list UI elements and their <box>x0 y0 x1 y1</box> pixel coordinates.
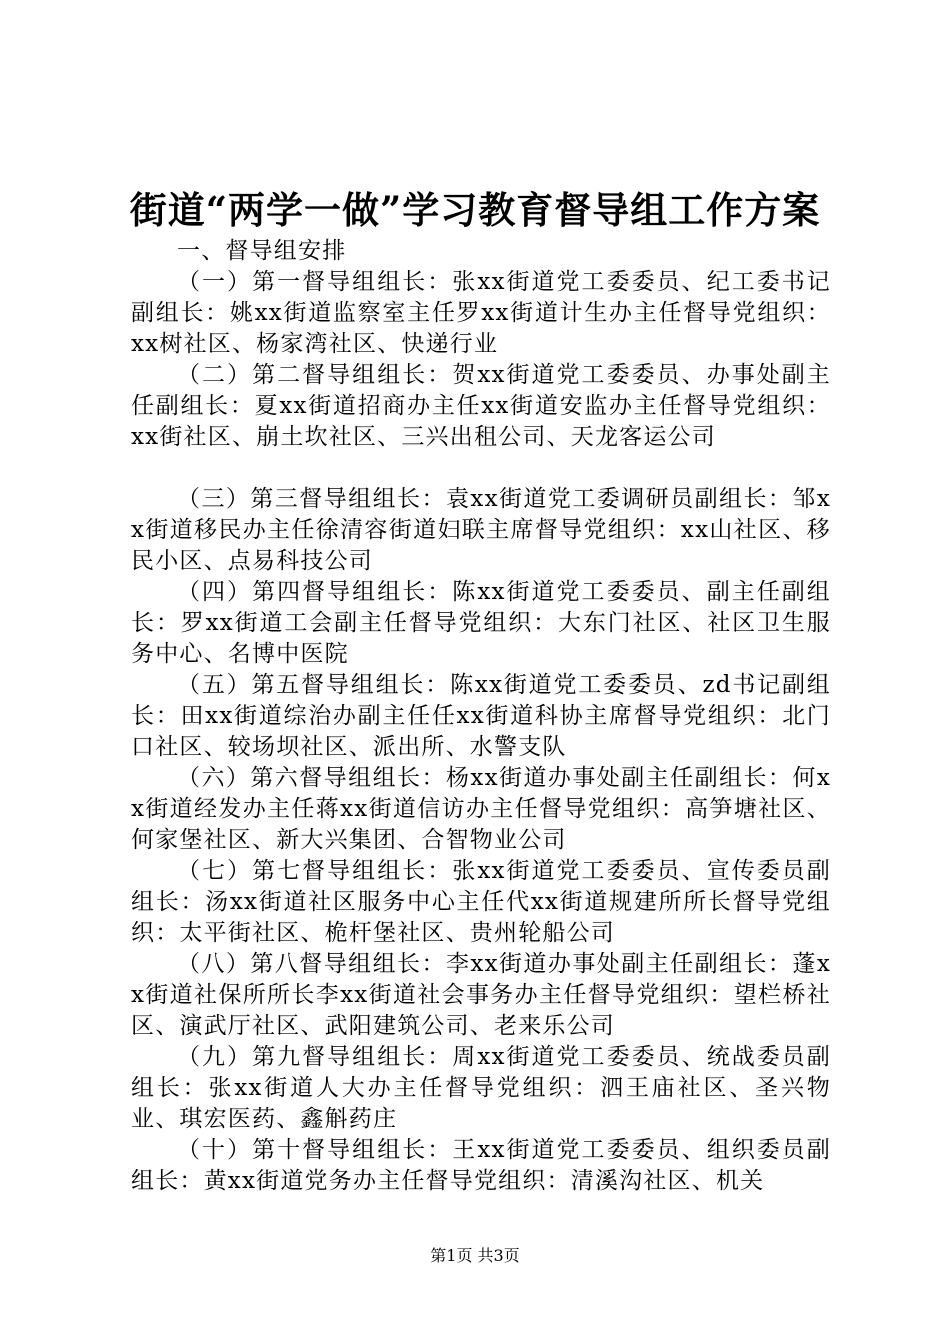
document-body <box>131 236 831 1197</box>
paragraph-group-8: （八）第八督导组组长：李xx街道办事处副主任副组长：蓬xx街道社保所所长李xx街道社会事务办主任督导党组织：望栏桥社区、演武厅社区、武阳建筑公司、老来乐公司 <box>131 951 831 1039</box>
paragraph-group-5: （五）第五督导组组长：陈xx街道党工委委员、zd书记副组长：田xx街道综治办副主任任xx街道科协主席督导党组织：北门口社区、较场坝社区、派出所、水警支队 <box>131 672 831 760</box>
document-title: 街道“两学一做”学习教育督导组工作方案 <box>129 188 821 232</box>
paragraph-group-3: （三）第三督导组组长：袁xx街道党工委调研员副组长：邹xx街道移民办主任徐清容街道妇联主席督导党组织：xx山社区、移民小区、点易科技公司 <box>131 486 831 574</box>
paragraph-spacer <box>131 453 831 484</box>
page-footer: 第1页 共3页 <box>430 1246 520 1265</box>
paragraph-group-2: （二）第二督导组组长：贺xx街道党工委委员、办事处副主任副组长：夏xx街道招商办主任xx街道安监办主任督导党组织：xx街社区、崩土坎社区、三兴出租公司、天龙客运公司 <box>131 362 831 450</box>
paragraph-group-7: （七）第七督导组组长：张xx街道党工委委员、宣传委员副组长：汤xx街道社区服务中心主任代xx街道规建所所长督导党组织：太平街社区、桅杆堡社区、贵州轮船公司 <box>131 858 831 946</box>
section-heading: 一、督导组安排 <box>177 238 347 264</box>
paragraph-group-1: （一）第一督导组组长：张xx街道党工委委员、纪工委书记副组长：姚xx街道监察室主任罗xx街道计生办主任督导党组织：xx树社区、杨家湾社区、快递行业 <box>131 269 831 357</box>
paragraph-group-4: （四）第四督导组组长：陈xx街道党工委委员、副主任副组长：罗xx街道工会副主任督导党组织：大东门社区、社区卫生服务中心、名博中医院 <box>131 579 831 667</box>
paragraph-group-6: （六）第六督导组组长：杨xx街道办事处副主任副组长：何xx街道经发办主任蒋xx街道信访办主任督导党组织：高笋塘社区、何家堡社区、新大兴集团、合智物业公司 <box>131 765 831 853</box>
paragraph-group-9: （九）第九督导组组长：周xx街道党工委委员、统战委员副组长：张xx街道人大办主任督导党组织：泗王庙社区、圣兴物业、琪宏医药、鑫斛药庄 <box>131 1044 831 1132</box>
paragraph-group-10: （十）第十督导组组长：王xx街道党工委委员、组织委员副组长：黄xx街道党务办主任督导党组织：清溪沟社区、机关 <box>131 1137 831 1194</box>
